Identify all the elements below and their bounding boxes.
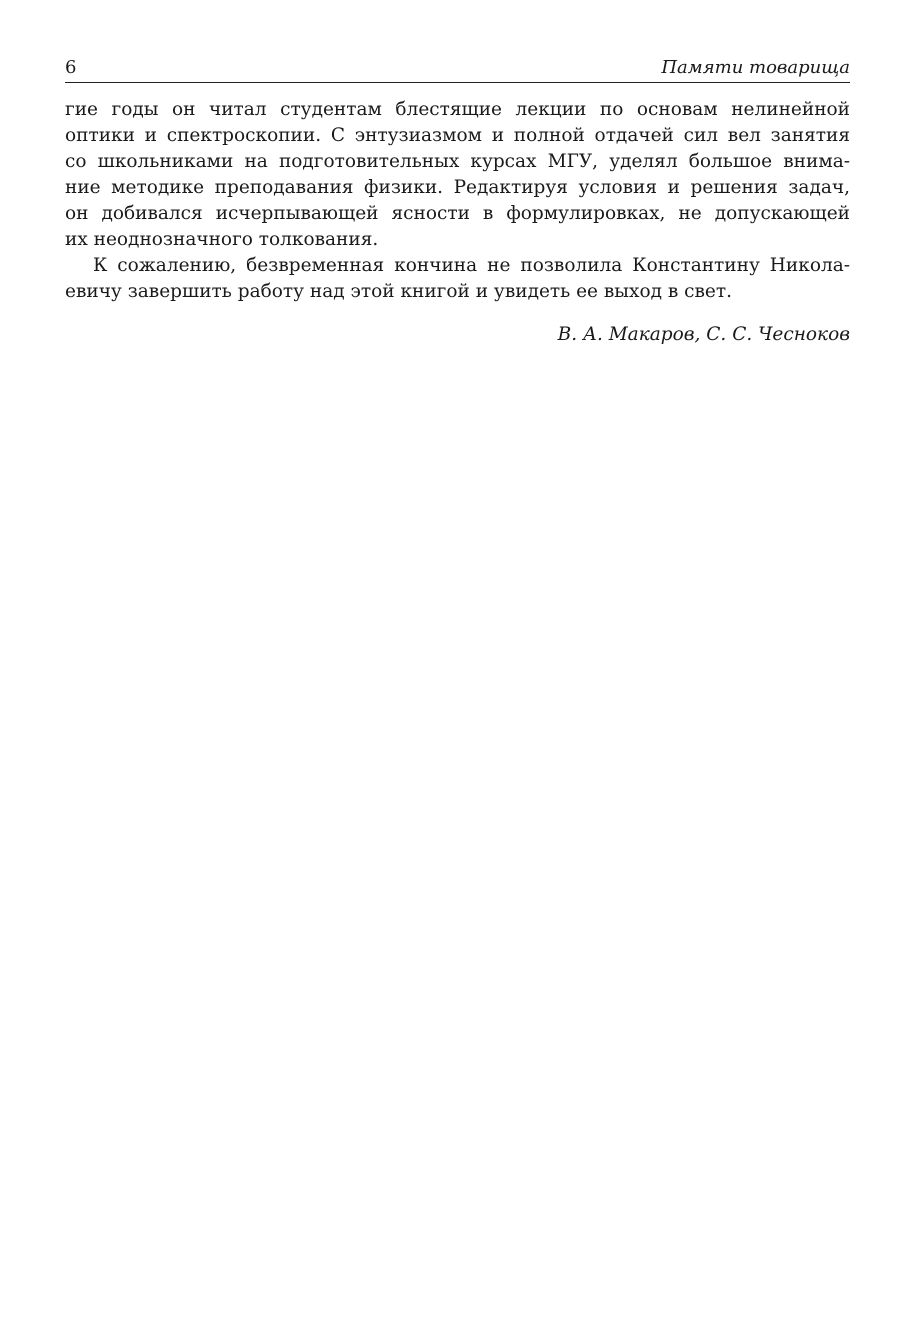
text-line: ние методике преподавания физики. Редактируя условия и решения задач, <box>65 177 850 198</box>
paragraph <box>65 253 850 305</box>
paragraph <box>65 97 850 253</box>
body-text <box>65 97 850 305</box>
text-line: гие годы он читал студентам блестящие лекции по основам нелинейной <box>65 99 850 120</box>
running-title: Памяти товарища <box>661 57 850 78</box>
text-line: их неоднозначного толкования. <box>65 229 379 250</box>
page-header <box>65 52 850 83</box>
text-line: оптики и спектроскопии. С энтузиазмом и полной отдачей сил вел занятия <box>65 125 850 146</box>
text-line: К сожалению, безвременная кончина не позволила Константину Никола- <box>93 255 850 276</box>
signature: В. А. Макаров, С. С. Чесноков <box>557 324 850 345</box>
text-line: со школьниками на подготовительных курсах МГУ, уделял большое внима- <box>65 151 850 172</box>
text-line: евичу завершить работу над этой книгой и увидеть ее выход в свет. <box>65 281 732 302</box>
text-line: он добивался исчерпывающей ясности в формулировках, не допускающей <box>65 203 850 224</box>
page-number: 6 <box>65 57 77 78</box>
